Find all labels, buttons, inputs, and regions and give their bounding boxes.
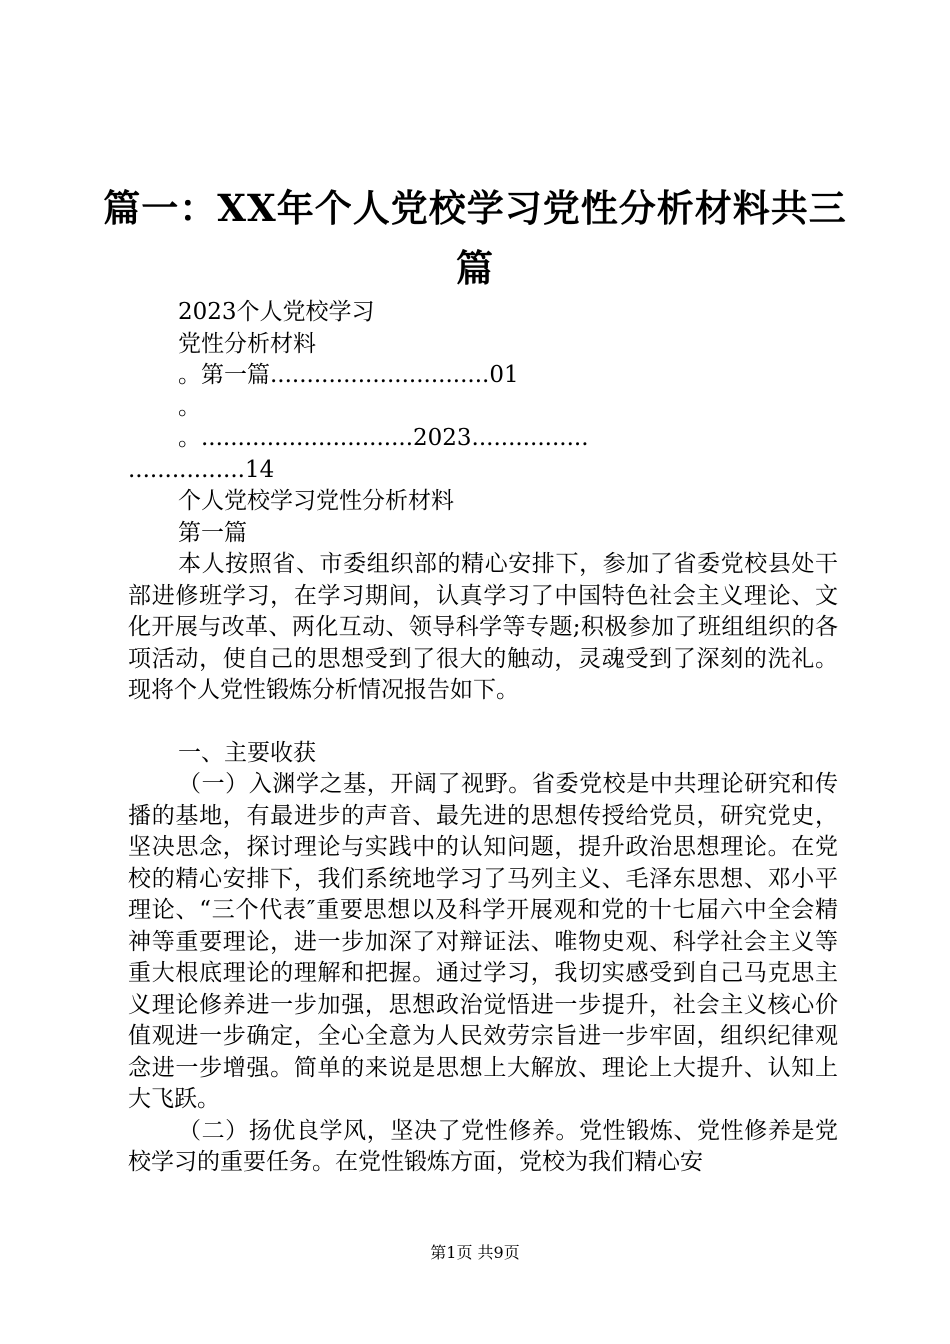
toc-entry-1: 。第一篇..............................01 (178, 362, 519, 388)
document-title: 篇一：XX年个人党校学习党性分析材料共三篇 (103, 186, 847, 290)
part-heading: 第一篇 (178, 519, 247, 546)
toc-entry-3-line1: 。.............................2023................ (178, 425, 589, 451)
doc-heading: 个人党校学习党性分析材料 (178, 488, 454, 514)
toc-entry-3-line2: ................14 (128, 456, 275, 483)
paragraph-spacer (128, 707, 838, 738)
document-body (128, 297, 838, 1179)
paragraph-2: （二）扬优良学风，坚决了党性修养。党性锻炼、党性修养是党校学习的重要任务。在党性锻炼方面，党校为我们精心安 (128, 1117, 838, 1175)
section-heading-main-gains: 一、主要收获 (178, 739, 316, 766)
toc-entry-2: 。 (178, 393, 201, 420)
toc-heading-line2: 党性分析材料 (178, 330, 316, 357)
toc-heading-line1: 2023个人党校学习 (178, 299, 375, 325)
paragraph-1: （一）入渊学之基，开阔了视野。省委党校是中共理论研究和传播的基地，有最进步的声音、最先进的思想传授给党员，研究党史，坚决思念，探讨理论与实践中的认知问题，提升政治思想理论。在党校的精心安排下，我们系统地学习了马列主义、毛泽东思想、邓小平理论、“三个代表″重要思想以及科学开展观和党的十七届六中全会精神等重要理论，进一步加深了对辩证法、唯物史观、科学社会主义等重大根底理论的理解和把握。通过学习，我切实感受到自己马克思主义理论修养进一步加强，思想政治觉悟进一步提升，社会主义核心价值观进一步确定，全心全意为人民效劳宗旨进一步牢固，组织纪律观念进一步增强。简单的来说是思想上大解放、理论上大提升、认知上大飞跃。 (128, 771, 838, 1112)
intro-paragraph: 本人按照省、市委组织部的精心安排下，参加了省委党校县处干部进修班学习，在学习期间，认真学习了中国特色社会主义理论、文化开展与改革、两化互动、领导科学等专题;积极参加了班组组织的各项活动，使自己的思想受到了很大的触动，灵魂受到了深刻的洗礼。现将个人党性锻炼分析情况报告如下。 (128, 551, 838, 703)
page-number-footer: 第1页 共9页 (430, 1243, 520, 1262)
